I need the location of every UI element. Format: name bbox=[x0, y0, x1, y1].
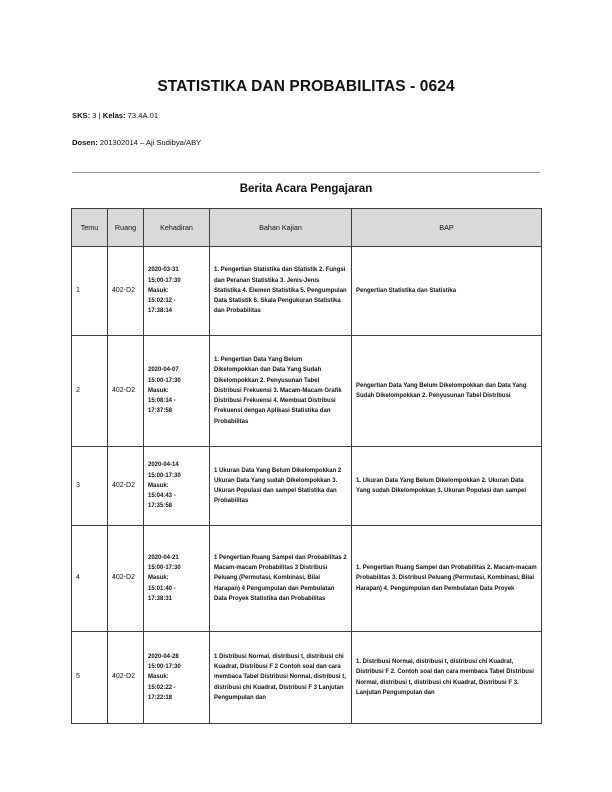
kehadiran-date: 2020-03-31 bbox=[148, 267, 179, 274]
cell-bap: Pengertian Data Yang Belum Dikelompokkan dan Data Yang Sudah Dikelompokkan 2. Penyusunan Tabel Distribusi bbox=[352, 336, 542, 447]
cell-temu: 4 bbox=[72, 526, 108, 632]
header-ruang: Ruang bbox=[108, 209, 144, 247]
kehadiran-masuk-label: Masuk: bbox=[148, 482, 169, 489]
kehadiran-masuk-label: Masuk: bbox=[148, 387, 169, 394]
cell-bahan-kajian: 1. Pengertian Statistika dan Statistik 2. Fungsi dan Peranan Statistika 3. Jenis-Jenis Statistika 4. Elemen Statistika 5. Pengumpulan Data Statistik 6. Skala Pengukuran Statistika dan Probabilitas bbox=[210, 247, 352, 336]
cell-bap: 1. Ukuran Data Yang Belum Dikelompokkan 2. Ukuran Data Yang sudah Dikelompokkan 3. Ukuran Populasi dan sampel bbox=[352, 447, 542, 526]
cell-temu: 5 bbox=[72, 632, 108, 724]
header-temu: Temu bbox=[72, 209, 108, 247]
kehadiran-time-in: 15:04:43 - bbox=[148, 493, 176, 500]
cell-temu: 3 bbox=[72, 447, 108, 526]
kehadiran-time-out: 17:22:18 bbox=[148, 694, 173, 701]
cell-bap: 1. Distribusi Normal, distribusi t, distribusi chi Kuadrat, Distribusi F 2. Contoh soal dan cara membaca Tabel Distribusi Normal, distribusi t, distribusi chi Kuadrat, Distribusi F 3. Lanjutan Pengumpulan dan bbox=[352, 632, 542, 724]
kehadiran-masuk-label: Masuk: bbox=[148, 674, 169, 681]
cell-bahan-kajian: 1 Distribusi Normal, distribusi t, distribusi chi Kuadrat, Distribusi F 2 Contoh soal dan cara membaca Tabel Distribusi Normal, distribusi t, distribusi chi Kuadrat, Distribusi F 3 Lanjutan Pengumpulan dan bbox=[210, 632, 352, 724]
cell-kehadiran bbox=[144, 247, 210, 336]
kehadiran-time-out: 17:37:58 bbox=[148, 408, 173, 415]
cell-kehadiran bbox=[144, 336, 210, 447]
table-header-row bbox=[72, 209, 542, 247]
kehadiran-masuk-label: Masuk: bbox=[148, 287, 169, 294]
bap-table bbox=[71, 208, 542, 724]
kehadiran-date: 2020-04-21 bbox=[148, 554, 179, 561]
table-row bbox=[72, 526, 542, 632]
dosen-label: Dosen: bbox=[72, 138, 98, 147]
cell-temu: 2 bbox=[72, 336, 108, 447]
cell-bahan-kajian: 1. Pengertian Data Yang Belum Dikelompokkan dan Data Yang Sudah Dikelompokkan 2. Penyusunan Tabel Distribusi Frekuensi 3. Macam-Macam Grafik Distribusi Frekuensi 4. Membuat Distribusi Frekuensi dengan Aplikasi Statistika dan Probabilitas bbox=[210, 336, 352, 447]
cell-ruang: 402-D2 bbox=[108, 336, 144, 447]
cell-kehadiran bbox=[144, 447, 210, 526]
cell-bahan-kajian: 1 Pengertian Ruang Sampel dan Probabilitas 2 Macam-macam Probabilitas 3 Distribusi Peluang (Permutasi, Kombinasi, Bilai Harapan) 4 Pengumpulan dan Pembulatan Data Proyek Statistika dan Probabilitas bbox=[210, 526, 352, 632]
cell-bap: 1. Pengertian Ruang Sampel dan Probabilitas 2. Macam-macam Probabilitas 3. Distribusi Peluang (Permutasi, Kombinasi, Bilai Harapan) 4. Pengumpulan dan Pembulatan Data Proyek bbox=[352, 526, 542, 632]
table-row bbox=[72, 447, 542, 526]
kehadiran-time-in: 15:02:12 - bbox=[148, 298, 176, 305]
kehadiran-schedule: 15:00-17:30 bbox=[148, 664, 181, 671]
section-title: Berita Acara Pengajaran bbox=[239, 183, 373, 195]
cell-ruang: 402-D2 bbox=[108, 632, 144, 724]
kehadiran-schedule: 15:00-17:30 bbox=[148, 377, 181, 384]
kehadiran-schedule: 15:00-17:30 bbox=[148, 277, 181, 284]
dosen-value: 201302014 – Aji Sudibya/ABY bbox=[99, 138, 202, 147]
kehadiran-date: 2020-04-28 bbox=[148, 653, 179, 660]
page-title: STATISTIKA DAN PROBABILITAS - 0624 bbox=[157, 78, 455, 95]
kehadiran-time-out: 17:38:14 bbox=[148, 308, 173, 315]
kelas-value: 73.4A.01 bbox=[127, 111, 159, 120]
sks-value: 3 bbox=[92, 111, 97, 120]
course-meta-sks-kelas bbox=[72, 111, 158, 120]
kehadiran-time-in: 15:08:14 - bbox=[148, 398, 176, 405]
table-row bbox=[72, 247, 542, 336]
kehadiran-time-out: 17:38:31 bbox=[148, 595, 173, 602]
header-bap: BAP bbox=[352, 209, 542, 247]
kehadiran-time-in: 15:02:22 - bbox=[148, 684, 176, 691]
cell-ruang: 402-D2 bbox=[108, 526, 144, 632]
table-row bbox=[72, 336, 542, 447]
kehadiran-schedule: 15:00-17:30 bbox=[148, 565, 181, 572]
kehadiran-date: 2020-04-14 bbox=[148, 462, 179, 469]
cell-bahan-kajian: 1 Ukuran Data Yang Belum Dikelompokkan 2 Ukuran Data Yang sudah Dikelompokkan 3. Ukuran Populasi dan sampel Statistika dan Probabilitas bbox=[210, 447, 352, 526]
cell-ruang: 402-D2 bbox=[108, 247, 144, 336]
header-bahan-kajian: Bahan Kajian bbox=[210, 209, 352, 247]
kehadiran-time-in: 15:01:40 - bbox=[148, 585, 176, 592]
header-kehadiran: Kehadiran bbox=[144, 209, 210, 247]
kehadiran-time-out: 17:35:58 bbox=[148, 503, 173, 510]
kehadiran-masuk-label: Masuk: bbox=[148, 575, 169, 582]
cell-kehadiran bbox=[144, 526, 210, 632]
table-row bbox=[72, 632, 542, 724]
kehadiran-date: 2020-04-07 bbox=[148, 367, 179, 374]
course-meta-dosen bbox=[72, 138, 201, 147]
kelas-label: Kelas: bbox=[102, 111, 126, 120]
kehadiran-schedule: 15:00-17:30 bbox=[148, 472, 181, 479]
meta-separator: | bbox=[98, 111, 101, 120]
cell-ruang: 402-D2 bbox=[108, 447, 144, 526]
section-divider bbox=[72, 172, 540, 173]
cell-temu: 1 bbox=[72, 247, 108, 336]
cell-kehadiran bbox=[144, 632, 210, 724]
cell-bap: Pengertian Statistika dan Statistika bbox=[352, 247, 542, 336]
sks-label: SKS: bbox=[72, 111, 91, 120]
